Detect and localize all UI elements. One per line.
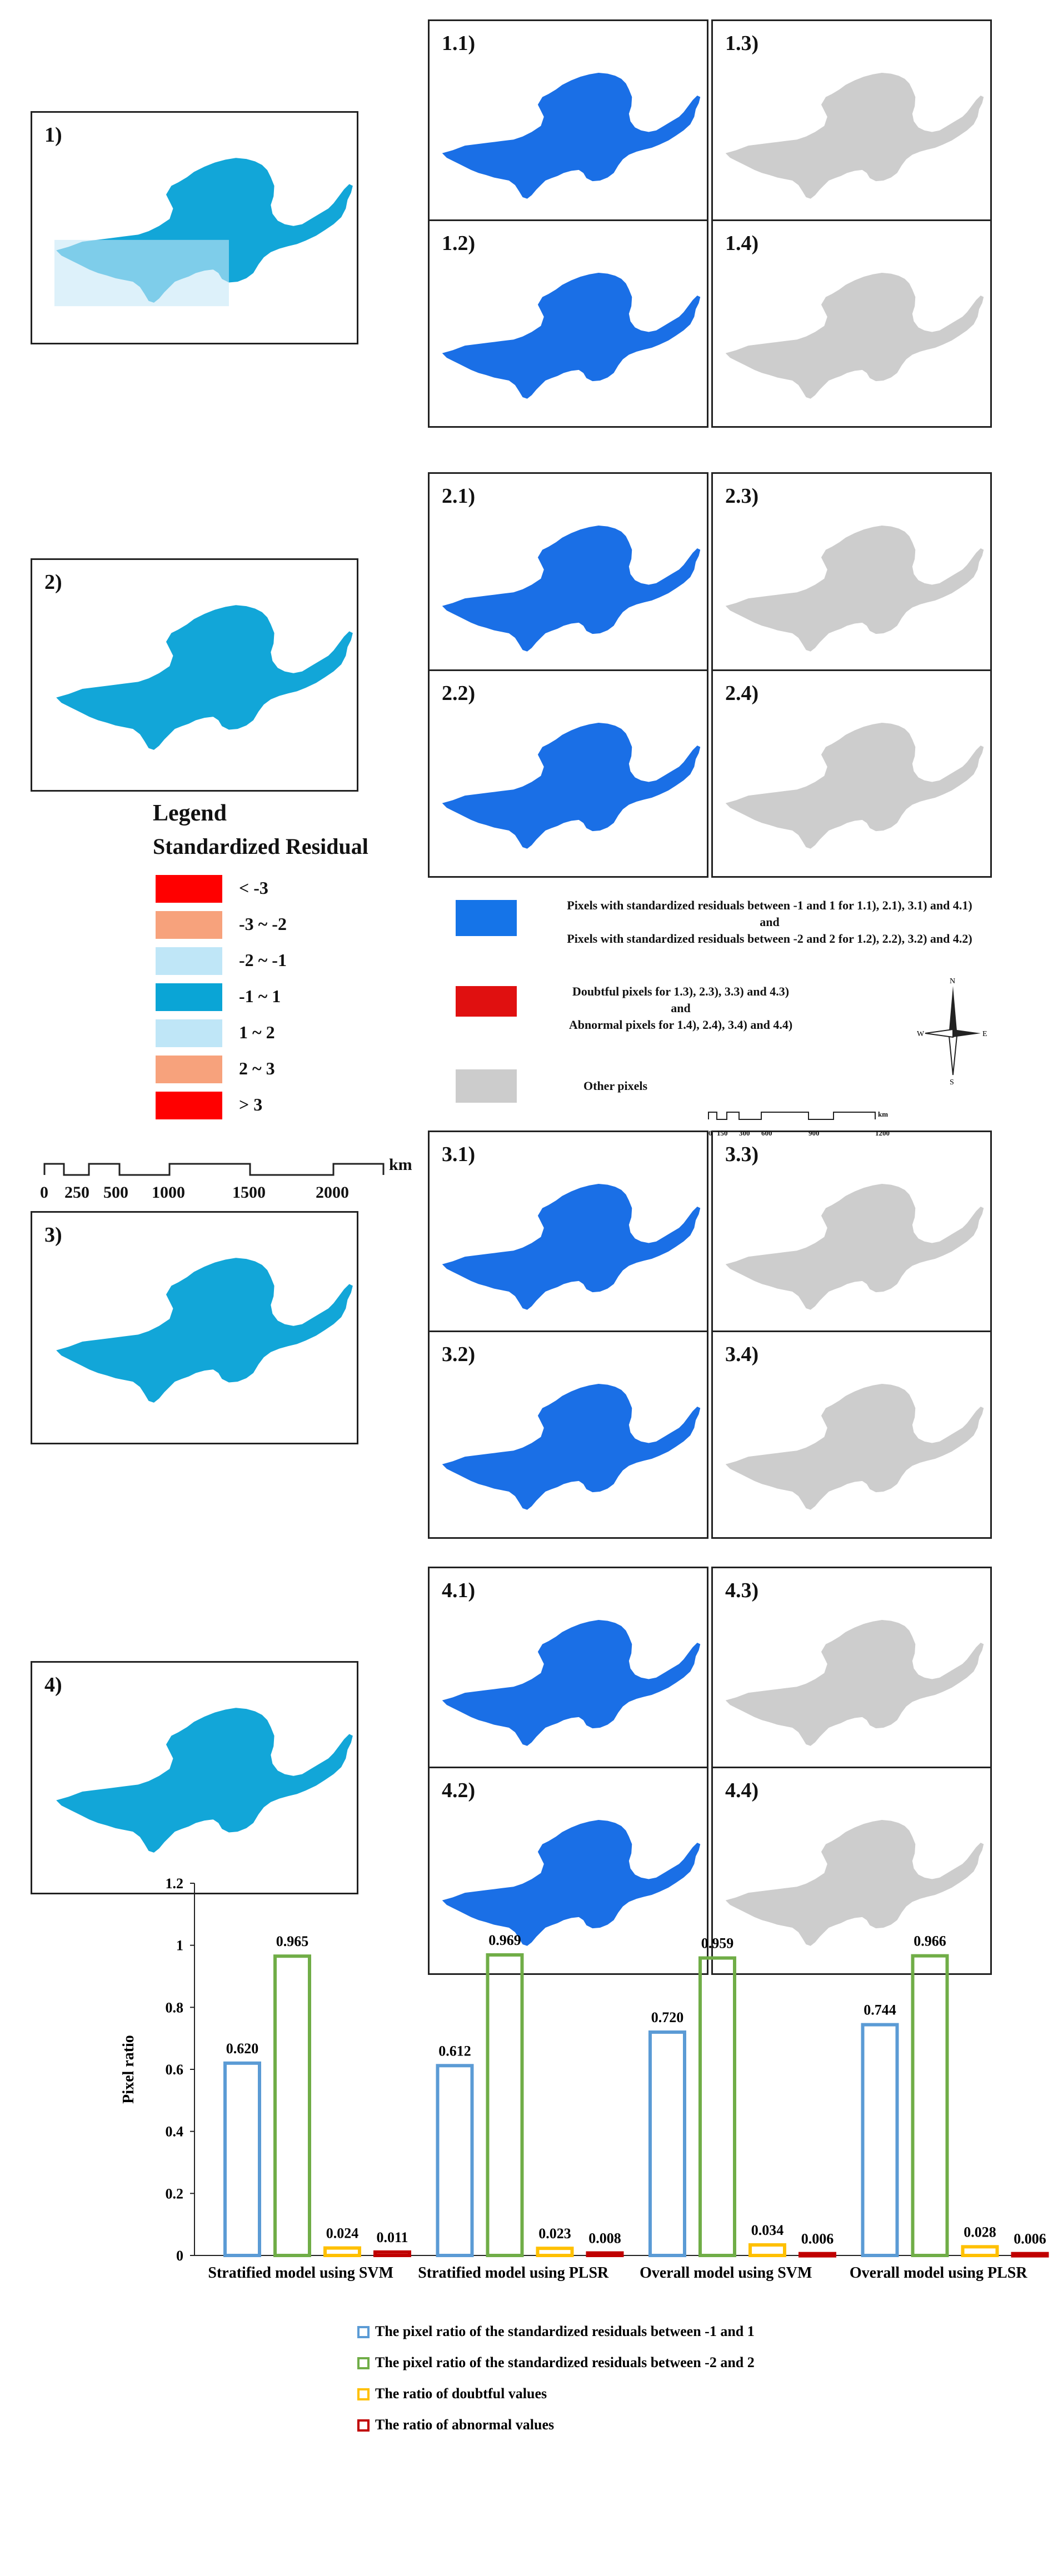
key-swatch-blue	[456, 900, 517, 936]
legend-label: The ratio of abnormal values	[375, 2417, 555, 2433]
panel-3-2	[428, 1330, 708, 1539]
panel-label: 2.2)	[442, 682, 476, 705]
bar	[1013, 2254, 1047, 2256]
scale-tick-label: 150	[717, 1129, 728, 1137]
scale-unit-label: km	[878, 1110, 889, 1118]
panel-1	[31, 111, 358, 344]
y-tick-label: 0.2	[165, 2185, 183, 2202]
key-swatch-red	[456, 986, 517, 1017]
map-class-blue	[441, 1357, 702, 1535]
y-tick-label: 1	[176, 1937, 183, 1954]
panel-2-4	[711, 669, 992, 878]
bar	[863, 2025, 897, 2255]
data-label: 0.023	[538, 2225, 571, 2242]
scale-tick-label: 500	[103, 1183, 128, 1202]
panel-2	[31, 558, 358, 792]
bar	[963, 2247, 997, 2255]
north-arrow-icon	[917, 975, 989, 1086]
map-class-blue	[441, 696, 702, 874]
map-class-grey	[724, 499, 985, 677]
scale-tick-label: 600	[761, 1129, 772, 1137]
scale-tick-label: 300	[739, 1129, 750, 1137]
key-red-and: and	[671, 1001, 691, 1015]
panel-label: 1)	[44, 123, 62, 147]
scale-tick-label: 2000	[316, 1183, 349, 1202]
key-label-blue	[525, 897, 1014, 947]
key-blue-line1: Pixels with standardized residuals between -1 and 1 for 1.1), 2.1), 3.1) and 4.1)	[567, 898, 972, 912]
legend-swatch-label: -2 ~ -1	[239, 950, 287, 970]
legend-swatch	[156, 1092, 222, 1119]
panel-label: 2.4)	[725, 682, 759, 705]
data-label: 0.024	[326, 2225, 359, 2242]
data-label: 0.965	[276, 1933, 309, 1950]
scale-bar-small	[706, 1106, 895, 1128]
panel-label: 3)	[44, 1223, 62, 1247]
legend-swatch-label: < -3	[239, 878, 268, 898]
scale-unit-label: km	[389, 1156, 412, 1174]
panel-4-3	[711, 1567, 992, 1775]
panel-label: 4.2)	[442, 1779, 476, 1802]
legend-label: The ratio of doubtful values	[375, 2385, 547, 2402]
data-label: 0.612	[438, 2043, 471, 2059]
legend-swatch	[156, 875, 222, 903]
key-blue-and: and	[760, 915, 780, 929]
legend-subtitle: Standardized Residual	[153, 834, 368, 859]
x-tick-label: Stratified model using SVM	[208, 2264, 394, 2282]
data-label: 0.028	[964, 2224, 996, 2240]
pixel-ratio-bar-chart	[0, 1833, 1058, 2576]
data-label: 0.620	[226, 2040, 259, 2057]
bar	[538, 2248, 572, 2255]
bar	[588, 2253, 622, 2255]
scale-tick-label: 900	[809, 1129, 820, 1137]
legend-swatch	[156, 1019, 222, 1047]
scale-tick-label: 1500	[232, 1183, 266, 1202]
panel-2-1	[428, 472, 708, 681]
map-standardized-residual	[54, 146, 355, 313]
panel-2-3	[711, 472, 992, 681]
legend-label: The pixel ratio of the standardized residuals between -2 and 2	[375, 2354, 755, 2370]
panel-label: 4.1)	[442, 1579, 476, 1602]
data-label: 0.034	[751, 2222, 784, 2239]
bar	[650, 2032, 685, 2255]
y-tick-label: 0.4	[165, 2123, 183, 2140]
bar	[700, 1958, 735, 2255]
legend-swatch-label: -3 ~ -2	[239, 914, 287, 934]
legend-swatch-label: -1 ~ 1	[239, 986, 281, 1006]
map-class-blue	[441, 1157, 702, 1335]
map-class-grey	[724, 46, 985, 224]
map-class-grey	[724, 1593, 985, 1771]
south-label: S	[950, 1078, 954, 1086]
data-label: 0.008	[588, 2230, 621, 2247]
bar	[325, 2248, 360, 2255]
panel-label: 3.1)	[442, 1143, 476, 1166]
panel-label: 4.3)	[725, 1579, 759, 1602]
panel-4-1	[428, 1567, 708, 1775]
panel-label: 1.3)	[725, 32, 759, 55]
key-label-red	[525, 983, 836, 1033]
legend-swatch	[156, 947, 222, 975]
data-label: 0.966	[914, 1933, 946, 1949]
bar	[225, 2063, 259, 2255]
y-tick-label: 1.2	[165, 1875, 183, 1892]
x-tick-label: Stratified model using PLSR	[418, 2264, 609, 2282]
key-red-line2: Abnormal pixels for 1.4), 2.4), 3.4) and 4.4)	[568, 1018, 793, 1032]
legend-marker	[358, 2389, 368, 2399]
legend-swatch-label: 2 ~ 3	[239, 1058, 275, 1078]
panel-label: 3.4)	[725, 1343, 759, 1366]
bar	[488, 1955, 522, 2255]
map-class-blue	[441, 499, 702, 677]
panel-label: 4)	[44, 1673, 62, 1697]
key-blue-line2: Pixels with standardized residuals between -2 and 2 for 1.2), 2.2), 3.2) and 4.2)	[567, 932, 972, 946]
west-label: W	[917, 1030, 925, 1038]
panel-label: 3.2)	[442, 1343, 476, 1366]
legend-label: The pixel ratio of the standardized residuals between -1 and 1	[375, 2323, 755, 2339]
bar	[750, 2245, 785, 2255]
map-class-grey	[724, 1157, 985, 1335]
y-tick-label: 0	[176, 2248, 183, 2264]
panel-1-4	[711, 219, 992, 428]
legend-swatch	[156, 983, 222, 1011]
y-tick-label: 0.6	[165, 2062, 183, 2078]
bar	[913, 1956, 947, 2255]
panel-3-3	[711, 1131, 992, 1339]
legend-marker	[358, 2420, 368, 2430]
panel-1-1	[428, 19, 708, 228]
legend-marker	[358, 2327, 368, 2337]
legend-marker	[358, 2358, 368, 2368]
map-class-blue	[441, 46, 702, 224]
map-class-grey	[724, 1357, 985, 1535]
y-tick-label: 0.8	[165, 1999, 183, 2016]
north-label: N	[950, 977, 956, 986]
key-red-line1: Doubtful pixels for 1.3), 2.3), 3.3) and 4.3)	[572, 984, 790, 998]
legend-swatch	[156, 1056, 222, 1083]
scale-tick-label: 250	[64, 1183, 89, 1202]
data-label: 0.006	[1014, 2230, 1046, 2247]
legend-swatch-label: 1 ~ 2	[239, 1022, 275, 1042]
panel-1-3	[711, 19, 992, 228]
bar	[438, 2065, 472, 2255]
key-swatch-grey	[456, 1069, 517, 1103]
map-class-grey	[724, 696, 985, 874]
panel-3-1	[428, 1131, 708, 1339]
x-tick-label: Overall model using PLSR	[849, 2264, 1027, 2282]
panel-label: 1.1)	[442, 32, 476, 55]
map-class-grey	[724, 246, 985, 424]
data-label: 0.011	[376, 2229, 408, 2245]
scale-tick-label: 1200	[875, 1129, 890, 1137]
east-label: E	[982, 1030, 987, 1038]
legend-title: Legend	[153, 801, 227, 826]
panel-label: 2.1)	[442, 484, 476, 508]
data-label: 0.744	[864, 2002, 896, 2018]
panel-label: 2)	[44, 571, 62, 594]
legend-swatch-label: > 3	[239, 1094, 263, 1114]
panel-2-2	[428, 669, 708, 878]
data-label: 0.969	[488, 1932, 521, 1948]
data-label: 0.720	[651, 2009, 684, 2025]
scale-tick-label: 0	[40, 1183, 48, 1202]
bar	[375, 2252, 410, 2255]
scale-tick-label: 1000	[152, 1183, 185, 1202]
key-label-grey: Other pixels	[583, 1079, 648, 1093]
panel-1-2	[428, 219, 708, 428]
map-standardized-residual	[54, 593, 355, 760]
panel-3	[31, 1211, 358, 1444]
scale-tick-label: 0	[708, 1129, 712, 1137]
bar	[800, 2254, 835, 2256]
legend-swatch	[156, 911, 222, 939]
panel-3-4	[711, 1330, 992, 1539]
panel-label: 2.3)	[725, 484, 759, 508]
panel-label: 1.4)	[725, 232, 759, 255]
map-class-blue	[441, 1593, 702, 1771]
data-label: 0.959	[701, 1935, 734, 1952]
panel-label: 4.4)	[725, 1779, 759, 1802]
panel-label: 1.2)	[442, 232, 476, 255]
x-tick-label: Overall model using SVM	[640, 2264, 812, 2282]
map-standardized-residual	[54, 1246, 355, 1413]
data-label: 0.006	[801, 2230, 834, 2247]
panel-label: 3.3)	[725, 1143, 759, 1166]
y-axis-title: Pixel ratio	[120, 2035, 137, 2104]
bar	[275, 1956, 310, 2255]
map-class-blue	[441, 246, 702, 424]
